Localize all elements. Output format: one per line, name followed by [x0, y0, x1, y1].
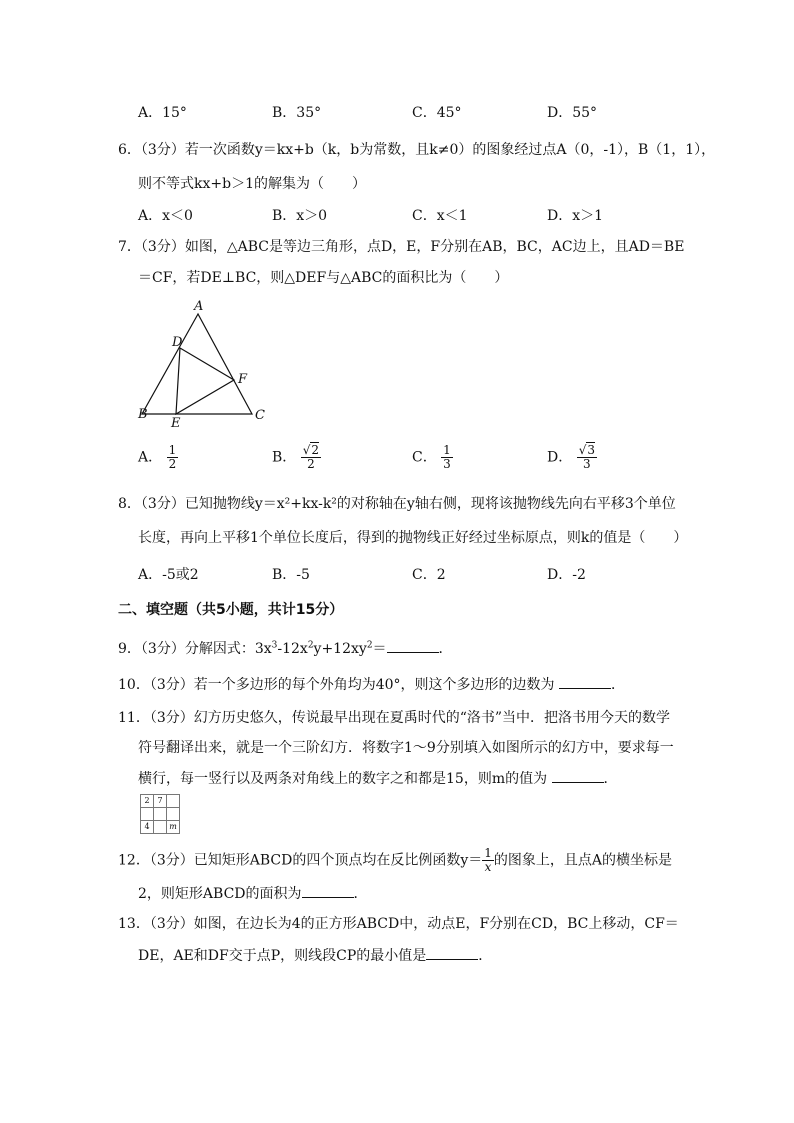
- magic-cell: [154, 821, 167, 834]
- q9-text-part1: 9．（3分）分解因式：3x: [118, 641, 272, 657]
- magic-cell: m: [167, 821, 180, 834]
- q6-option-b: B．x＞0: [272, 208, 328, 224]
- vertex-c-label: C: [255, 408, 265, 423]
- q5-option-a: A．15°: [138, 105, 187, 121]
- q7-option-c-letter: C．: [412, 449, 437, 466]
- q6-option-d: D．x＞1: [547, 208, 604, 224]
- q6-option-c: C．x＜1: [412, 208, 468, 224]
- q11-stem-line3: [138, 768, 618, 789]
- q11-answer-blank[interactable]: [552, 768, 604, 783]
- q7-option-c-numerator: 1: [443, 443, 451, 457]
- q9-sup-3: 2: [366, 640, 373, 651]
- q12-end: ．: [353, 886, 368, 902]
- q9-end: ．: [438, 641, 453, 657]
- magic-cell: [141, 808, 154, 821]
- vertex-e-label: E: [171, 416, 181, 431]
- q9-stem: [118, 638, 453, 659]
- q12-line2-text: 2，则矩形ABCD的面积为: [138, 886, 302, 902]
- q13-end: ．: [478, 948, 493, 964]
- vertex-d-label: D: [172, 335, 183, 350]
- q12-answer-blank[interactable]: [302, 883, 354, 898]
- q9-text-part3: y+12xy: [313, 641, 367, 657]
- q9-sup-2: 2: [307, 640, 314, 651]
- q12-text-part2: 的图象上，且点A的横坐标是: [493, 852, 672, 869]
- q8-stem-line2: 长度，再向上平移1个单位长度后，得到的抛物线正好经过坐标原点，则k的值是（ ）: [138, 530, 688, 546]
- q9-text-part2: -12x: [277, 641, 308, 657]
- q8-options: [0, 564, 794, 584]
- triangle-abc: [142, 314, 252, 414]
- q6-option-a: A．x＜0: [138, 208, 193, 224]
- q7-stem-line1: 7．（3分）如图，△ABC是等边三角形，点D，E，F分别在AB，BC，AC边上，且AD＝BE: [118, 239, 685, 255]
- magic-cell: 4: [141, 821, 154, 834]
- vertex-f-label: F: [238, 372, 248, 387]
- q7-option-a-denominator: 2: [168, 457, 177, 471]
- magic-square-grid: [140, 794, 180, 834]
- q7-option-d-numerator: 3: [587, 443, 595, 457]
- magic-cell: [167, 795, 180, 808]
- magic-cell: [167, 808, 180, 821]
- q7-option-b-letter: B．: [272, 449, 297, 466]
- q9-sup-1: 3: [271, 640, 278, 651]
- q12-frac-denominator: x: [484, 860, 492, 874]
- q8-option-d: D．-2: [547, 567, 586, 583]
- q10-stem: [118, 674, 625, 695]
- q11-end: ．: [603, 771, 618, 787]
- q13-stem-line1: 13．（3分）如图，在边长为4的正方形ABCD中，动点E，F分别在CD，BC上移动，CF＝: [118, 916, 679, 932]
- q5-option-c: C．45°: [412, 105, 462, 121]
- q5-options: [0, 102, 794, 122]
- q11-stem-line1: 11．（3分）幻方历史悠久，传说最早出现在夏禹时代的“洛书”当中．把洛书用今天的数学: [118, 710, 671, 726]
- q7-option-d: D． $\frac{√3}{3}$: [547, 443, 595, 471]
- q6-options: [0, 205, 794, 225]
- magic-cell: [154, 808, 167, 821]
- q7-option-d-letter: D．: [547, 449, 573, 466]
- q13-answer-blank[interactable]: [426, 945, 478, 960]
- q5-option-d: D．55°: [547, 105, 598, 121]
- vertex-a-label: A: [194, 299, 204, 314]
- q7-option-a: [138, 444, 178, 471]
- q7-option-c: [412, 444, 453, 471]
- q12-frac-numerator: 1: [484, 846, 492, 860]
- q7-option-b-denominator: 2: [307, 457, 315, 471]
- vertex-b-label: B: [138, 407, 148, 422]
- q10-text: 10．（3分）若一个多边形的每个外角均为40°，则这个多边形的边数为: [118, 677, 559, 693]
- q11-line3-text: 横行，每一竖行以及两条对角线上的数字之和都是15，则m的值为: [138, 771, 552, 787]
- q7-option-a-letter: A．: [138, 449, 163, 466]
- magic-cell: 2: [141, 795, 154, 808]
- q11-stem-line2: 符号翻译出来，就是一个三阶幻方．将数字1～9分别填入如图所示的幻方中，要求每一: [138, 740, 674, 756]
- q12-stem-line2: [138, 883, 368, 904]
- q7-option-b-numerator: 2: [311, 443, 320, 457]
- q8-stem-line1: 8．（3分）已知抛物线y＝x²+kx-k²的对称轴在y轴右侧，现将该抛物线先向右平移3个单位: [118, 496, 676, 512]
- q7-triangle-figure: [130, 296, 270, 436]
- q10-end: ．: [611, 677, 625, 693]
- q6-stem-line2: 则不等式kx+b＞1的解集为（ ）: [138, 176, 366, 192]
- q5-option-b: B．35°: [272, 105, 322, 121]
- q9-text-part4: ＝: [372, 641, 387, 657]
- q9-answer-blank[interactable]: [387, 638, 439, 653]
- q12-text-part1: 12．（3分）已知矩形ABCD的四个顶点均在反比例函数y＝: [118, 852, 483, 869]
- q13-line2-text: DE，AE和DF交于点P，则线段CP的最小值是: [138, 948, 427, 964]
- magic-cell: 7: [154, 795, 167, 808]
- q7-option-a-numerator: 1: [168, 443, 177, 457]
- q13-stem-line2: [138, 945, 492, 966]
- q8-option-c: C．2: [412, 567, 446, 583]
- q6-stem-line1: 6．（3分）若一次函数y＝kx+b（k，b为常数，且k≠0）的图象经过点A（0，-1），B（1，1），: [118, 142, 716, 158]
- q10-answer-blank[interactable]: [559, 674, 611, 689]
- q7-option-b: B． $\frac{√2}{2}$: [272, 443, 320, 471]
- q7-option-c-denominator: 3: [443, 457, 451, 471]
- q8-option-a: A．-5或2: [138, 567, 199, 583]
- q7-options: [0, 444, 794, 478]
- q7-stem-line2: ＝CF，若DE⊥BC，则△DEF与△ABC的面积比为（ ）: [138, 270, 509, 286]
- q7-option-d-denominator: 3: [583, 457, 591, 471]
- section-2-title: 二、填空题（共5小题，共计15分）: [118, 602, 344, 618]
- triangle-def: [176, 348, 234, 414]
- q8-option-b: B．-5: [272, 567, 310, 583]
- q12-stem-line1: [118, 847, 672, 874]
